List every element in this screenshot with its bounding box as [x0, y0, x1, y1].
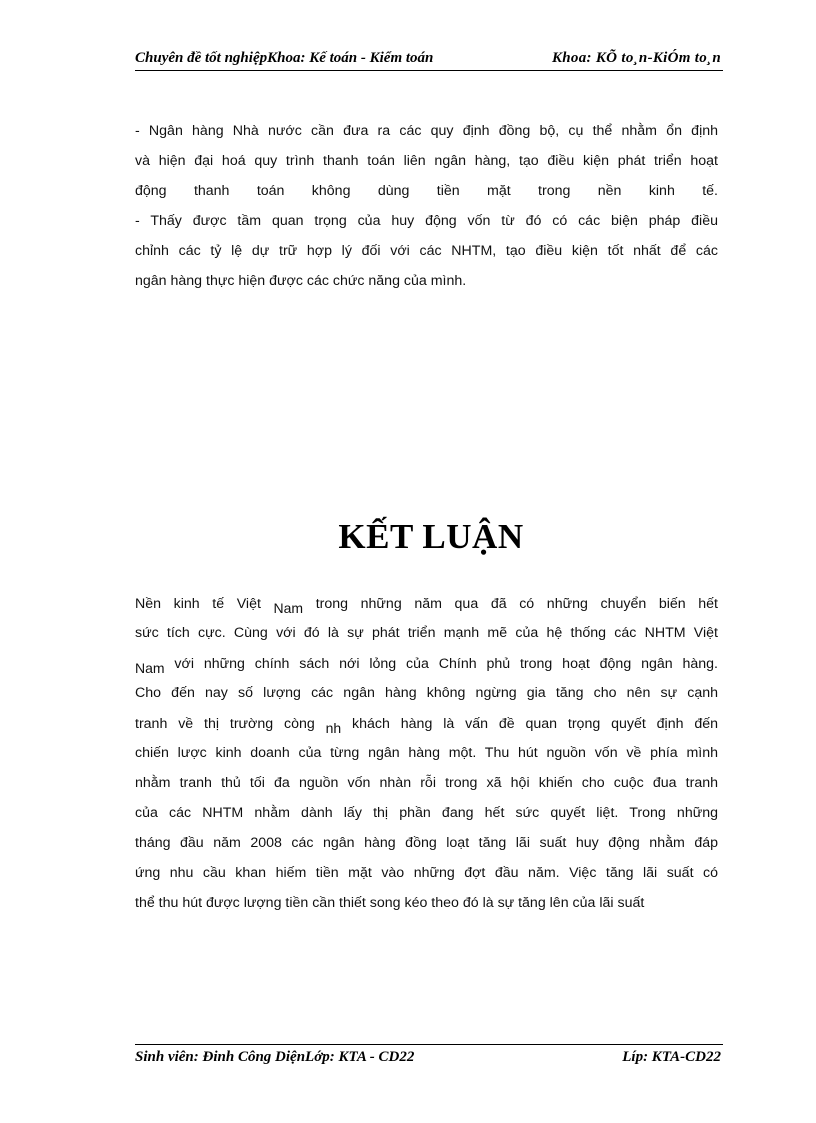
text-line: - Ngân hàng Nhà nước cần đưa ra các quy định đồng bộ, cụ thể nhằm ổn định: [135, 123, 718, 139]
subscript-text: Nam: [135, 660, 165, 676]
text-line: chỉnh các tỷ lệ dự trữ hợp lý đối với các NHTM, tạo điều kiện tốt nhất để các: [135, 243, 718, 259]
section-title: KẾT LUẬN: [338, 517, 524, 556]
recommendation-paragraph-2: [135, 206, 718, 296]
page-header: [135, 48, 723, 71]
text-line: tháng đầu năm 2008 các ngân hàng đồng loạt tăng lãi suất huy động nhằm đáp: [135, 835, 718, 851]
text-line: nhằm tranh thủ tối đa nguồn vốn nhàn rỗi trong xã hội khiến cho cuộc đua tranh: [135, 775, 718, 791]
text-line: động thanh toán không dùng tiền mặt trong nền kinh tế.: [135, 183, 718, 199]
text-line: ứng nhu cầu khan hiếm tiền mặt vào những đợt đầu năm. Việc tăng lãi suất có: [135, 865, 718, 881]
text-line: ngân hàng thực hiện được các chức năng của mình.: [135, 273, 467, 289]
text-line: của các NHTM nhằm dành lấy thị phần đang hết sức quyết liệt. Trong những: [135, 805, 718, 821]
text-line: chiến lược kinh doanh của từng ngân hàng một. Thu hút nguồn vốn về phía mình: [135, 745, 718, 761]
page-footer: [135, 1044, 723, 1071]
header-right: Khoa: KÕ to¸n-KiÓm to¸n: [551, 50, 721, 66]
subscript-text: nh: [325, 720, 342, 736]
subscript-text: Nam: [273, 600, 304, 616]
header-left: Chuyên đề tốt nghiệpKhoa: Kế toán - Kiểm toán: [135, 50, 434, 66]
footer-left: Sinh viên: Đinh Công DiệnLớp: KTA - CD22: [135, 1049, 415, 1065]
footer-right: Líp: KTA-CD22: [622, 1049, 721, 1065]
text-line: Nền kinh tế Việt Nam trong những năm qua đã có những chuyển biến hết: [135, 596, 718, 616]
recommendations-block: [135, 116, 718, 296]
text-line: và hiện đại hoá quy trình thanh toán liên ngân hàng, tạo điều kiện phát triển hoạt: [135, 153, 718, 169]
text-line: Nam với những chính sách nới lỏng của Chính phủ trong hoạt động ngân hàng.: [135, 656, 718, 676]
text-line: thể thu hút được lượng tiền cần thiết song kéo theo đó là sự tăng lên của lãi suất: [135, 895, 645, 911]
text-line: sức tích cực. Cùng với đó là sự phát triển mạnh mẽ của hệ thống các NHTM Việt: [135, 625, 718, 641]
text-line: - Thấy được tầm quan trọng của huy động vốn từ đó có các biện pháp điều: [135, 213, 718, 229]
recommendation-paragraph-1: [135, 116, 718, 206]
conclusion-paragraph: [135, 588, 718, 918]
text-line: tranh về thị trường còng nh khách hàng là vấn đề quan trọng quyết định đến: [135, 716, 719, 736]
text-line: Cho đến nay số lượng các ngân hàng không ngừng gia tăng cho nên sự cạnh: [135, 685, 718, 701]
